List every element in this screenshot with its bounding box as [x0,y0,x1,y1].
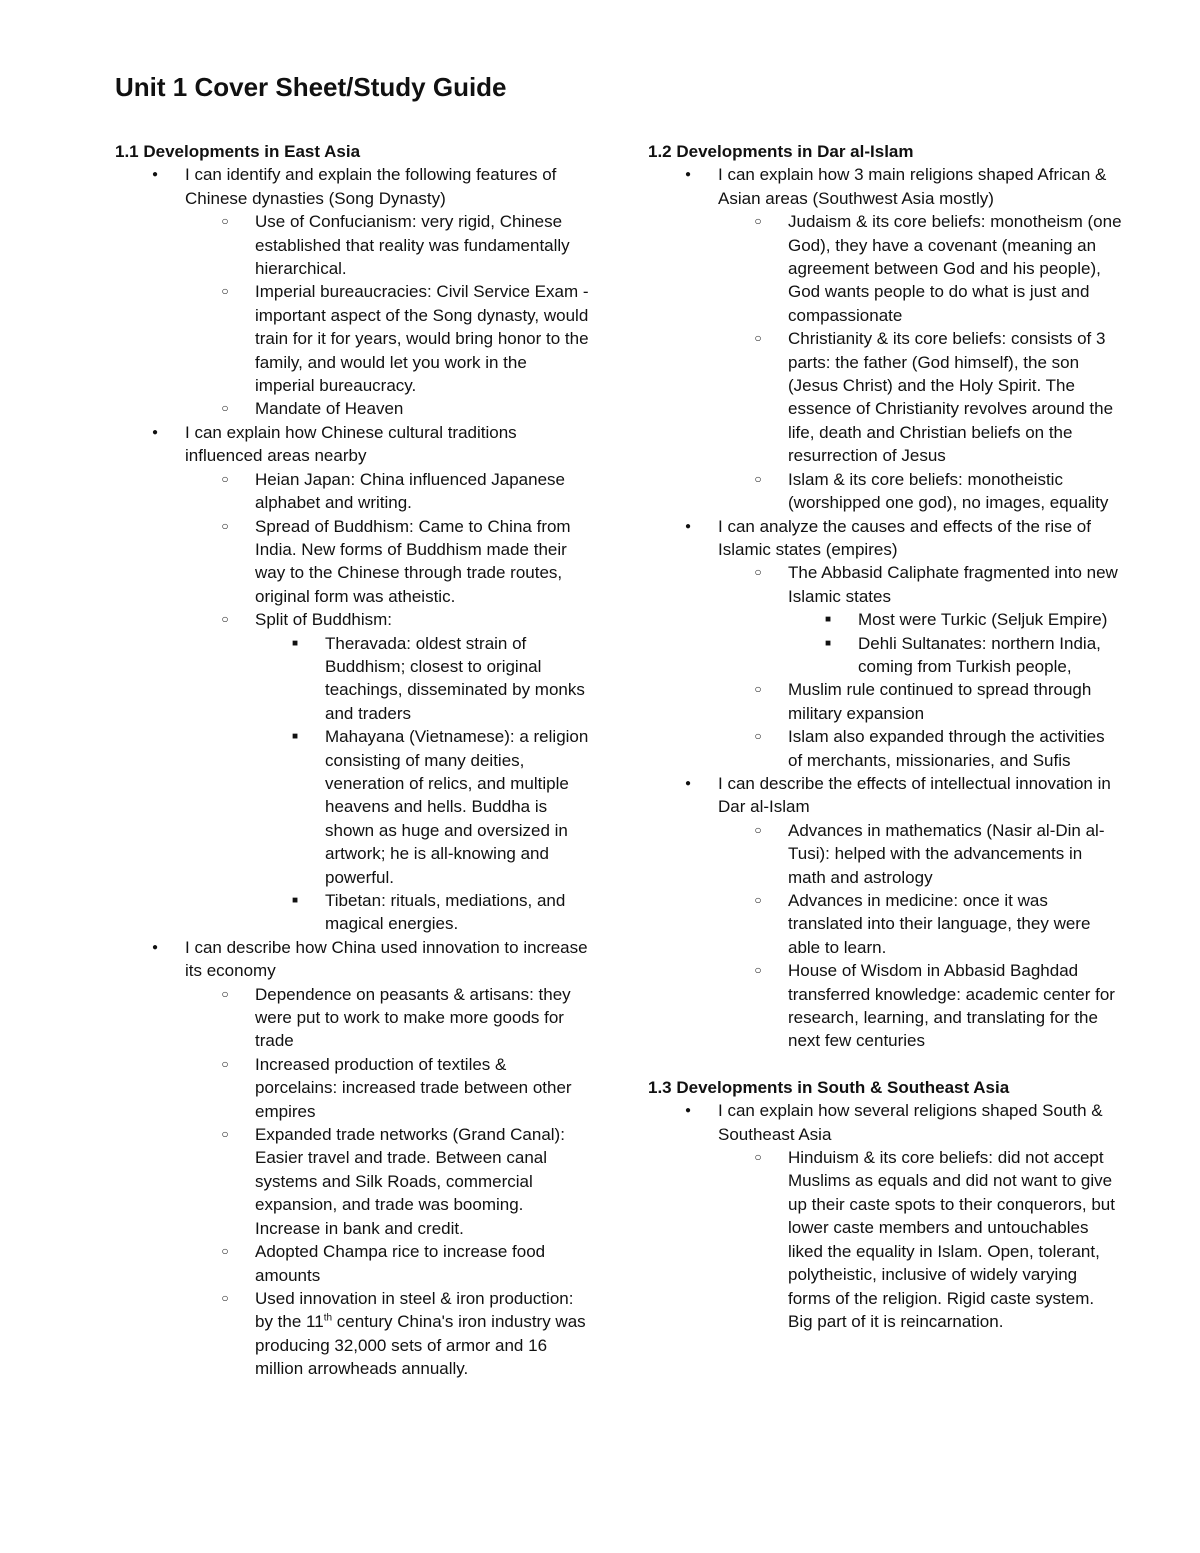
list-item [185,397,590,420]
list-item-text: Muslim rule continued to spread through military expansion [788,680,1092,723]
bullet-circle-icon: ○ [221,471,229,486]
list-item [255,632,590,726]
sub-bullet-list [718,1146,1123,1333]
list-item [718,889,1123,959]
list-item-text: Split of Buddhism: [255,610,393,630]
list-item-text: I can analyze the causes and effects of the rise of Islamic states (empires) [718,516,1091,559]
list-item [718,678,1123,725]
list-item [718,725,1123,772]
bullet-circle-icon: ○ [754,1150,762,1165]
bullet-circle-icon: ○ [221,986,229,1001]
list-item [718,327,1123,467]
list-item-text: Advances in mathematics (Nasir al-Din al-Tusi): helped with the advancements in math and astrology [788,820,1105,887]
list-item [718,468,1123,515]
list-item [718,210,1123,327]
list-item [185,515,590,609]
list-item [648,515,1123,772]
bullet-circle-icon: ○ [221,1244,229,1259]
list-item-text: Use of Confucianism: very rigid, Chinese established that reality was fundamentally hierarchical. [255,212,570,279]
page-title: Unit 1 Cover Sheet/Study Guide [115,72,507,102]
left-column [115,140,590,1381]
bullet-circle-icon: ○ [221,1056,229,1071]
list-item [185,280,590,397]
list-item [648,1099,1123,1333]
bullet-circle-icon: ○ [754,471,762,486]
bullet-square-icon: ■ [291,731,299,743]
list-item-text: I can explain how 3 main religions shaped African & Asian areas (Southwest Asia mostly) [718,165,1107,208]
sub-bullet-list [185,468,590,936]
list-item [718,561,1123,678]
bullet-circle-icon: ○ [754,565,762,580]
list-item-text: Hinduism & its core beliefs: did not accept Muslims as equals and did not want to give up their caste spots to their conquerors, but lower caste members and untouchables liked the equality in Islam. Open, tolerant, polytheistic, inclusive of widely varying forms of the religion. Rigid caste system. Big part of it is reincarnation. [788,1148,1115,1331]
sub-bullet-list [718,210,1123,514]
list-item [718,1146,1123,1333]
list-item-text: Spread of Buddhism: Came to China from India. New forms of Buddhism made their way to the Chinese through trade routes, original form was atheistic. [255,516,571,606]
list-item-text: Judaism & its core beliefs: monotheism (one God), they have a covenant (meaning an agreement between God and his people), God wants people to do what is just and compassionate [788,212,1122,325]
bullet-circle-icon: ○ [221,214,229,229]
list-item [115,936,590,1381]
list-item-text: I can identify and explain the following features of Chinese dynasties (Song Dynasty) [185,165,557,208]
list-item [185,1240,590,1287]
bullet-disc-icon: ● [684,777,692,789]
sub-bullet-list [718,561,1123,772]
list-item [718,959,1123,1053]
list-item-text: Islam also expanded through the activities of merchants, missionaries, and Sufis [788,727,1105,770]
list-item [648,163,1123,514]
bullet-disc-icon: ● [151,426,159,438]
bullet-list [648,163,1123,1052]
list-item-text: Mandate of Heaven [255,399,404,419]
bullet-circle-icon: ○ [221,518,229,533]
bullet-circle-icon: ○ [754,963,762,978]
list-item [718,819,1123,889]
bullet-circle-icon: ○ [754,214,762,229]
sub-bullet-list [185,210,590,421]
sub-bullet-list [718,819,1123,1053]
list-item [255,725,590,889]
list-item-text: Imperial bureaucracies: Civil Service Exam - important aspect of the Song dynasty, would train for it for years, would bring honor to the family, and would let you work in the imperial bureaucracy. [255,282,589,396]
list-item-text: The Abbasid Caliphate fragmented into new Islamic states [788,563,1118,606]
list-item-text: Christianity & its core beliefs: consists of 3 parts: the father (God himself), the son (Jesus Christ) and the Holy Spirit. The essence of Christianity revolves around the life, death and Christian beliefs on the resurrection of Jesus [788,329,1114,466]
list-item [115,421,590,936]
bullet-square-icon: ■ [824,637,832,649]
section-heading-south-southeast-asia: 1.3 Developments in South & Southeast Asia [648,1077,1010,1097]
section-heading-dar-al-islam: 1.2 Developments in Dar al-Islam [648,142,914,161]
list-item-text: House of Wisdom in Abbasid Baghdad transferred knowledge: academic center for research, learning, and translating for the next few centuries [788,961,1115,1051]
list-item-text: Heian Japan: China influenced Japanese alphabet and writing. [255,469,566,513]
bullet-circle-icon: ○ [754,822,762,837]
list-item-text: Tibetan: rituals, mediations, and magical energies. [325,891,566,934]
list-item-text: I can describe the effects of intellectual innovation in Dar al-Islam [718,773,1111,817]
sub-sub-bullet-list [788,608,1123,678]
list-item [788,632,1123,679]
bullet-circle-icon: ○ [754,893,762,907]
section-heading-east-asia: 1.1 Developments in East Asia [115,142,361,161]
list-item [185,210,590,280]
list-item-text [255,1287,590,1381]
list-item-text: Theravada: oldest strain of Buddhism; closest to original teachings, disseminated by monks and traders [325,633,585,723]
list-item [185,1287,590,1381]
list-item [185,1053,590,1123]
list-item-text: Dependence on peasants & artisans: they were put to work to make more goods for trade [255,984,571,1051]
list-item-text: Advances in medicine: once it was translated into their language, they were able to learn. [788,891,1091,957]
bullet-disc-icon: ● [151,941,159,953]
list-item-text: Most were Turkic (Seljuk Empire) [858,610,1108,630]
bullet-circle-icon: ○ [221,1127,229,1142]
list-item [185,468,590,515]
list-item-text: I can explain how several religions shaped South & Southeast Asia [718,1101,1103,1144]
sub-sub-bullet-list [255,632,590,936]
bullet-circle-icon: ○ [221,1290,229,1305]
list-item-text: Mahayana (Vietnamese): a religion consisting of many deities, veneration of relics, and multiple heavens and hells. Buddha is shown as huge and oversized in artwork; he is all-knowing and powerful. [325,727,589,887]
sub-bullet-list [185,983,590,1381]
bullet-circle-icon: ○ [754,331,762,346]
list-item-text: Dehli Sultanates: northern India, coming from Turkish people, [858,633,1101,676]
bullet-circle-icon: ○ [754,729,762,744]
list-item [648,772,1123,1053]
bullet-list [648,1099,1123,1333]
text-fragment: Used innovation in steel & iron production: by the 11 [255,1288,574,1332]
list-item [255,889,590,936]
ordinal-suffix: th [323,1312,333,1324]
bullet-circle-icon: ○ [221,284,229,299]
bullet-square-icon: ■ [291,637,299,649]
list-item-text: Islam & its core beliefs: monotheistic (worshipped one god), no images, equality [788,469,1109,513]
list-item-text: Increased production of textiles & porcelains: increased trade between other empires [255,1054,572,1121]
bullet-list [115,163,590,1380]
list-item [185,608,590,936]
list-item-text: Expanded trade networks (Grand Canal): Easier travel and trade. Between canal systems and Silk Roads, commercial expansion, and trade was booming. Increase in bank and credit. [255,1125,565,1238]
list-item [788,608,1123,631]
bullet-square-icon: ■ [291,895,299,906]
list-item [115,163,590,420]
bullet-circle-icon: ○ [754,682,762,697]
bullet-disc-icon: ● [684,169,692,181]
bullet-disc-icon: ● [684,1105,692,1117]
right-column [648,140,1123,1333]
bullet-square-icon: ■ [824,614,832,626]
list-item-text: I can describe how China used innovation to increase its economy [185,937,588,981]
bullet-circle-icon: ○ [221,612,229,627]
list-item [185,983,590,1053]
bullet-circle-icon: ○ [221,401,229,416]
list-item [185,1123,590,1240]
bullet-disc-icon: ● [151,169,159,181]
bullet-disc-icon: ● [684,520,692,532]
text-fragment: century China's iron industry was producing 32,000 sets of armor and 16 million arrowheads annually. [255,1312,586,1379]
list-item-text: I can explain how Chinese cultural traditions influenced areas nearby [185,422,517,466]
list-item-text: Adopted Champa rice to increase food amounts [255,1242,546,1285]
